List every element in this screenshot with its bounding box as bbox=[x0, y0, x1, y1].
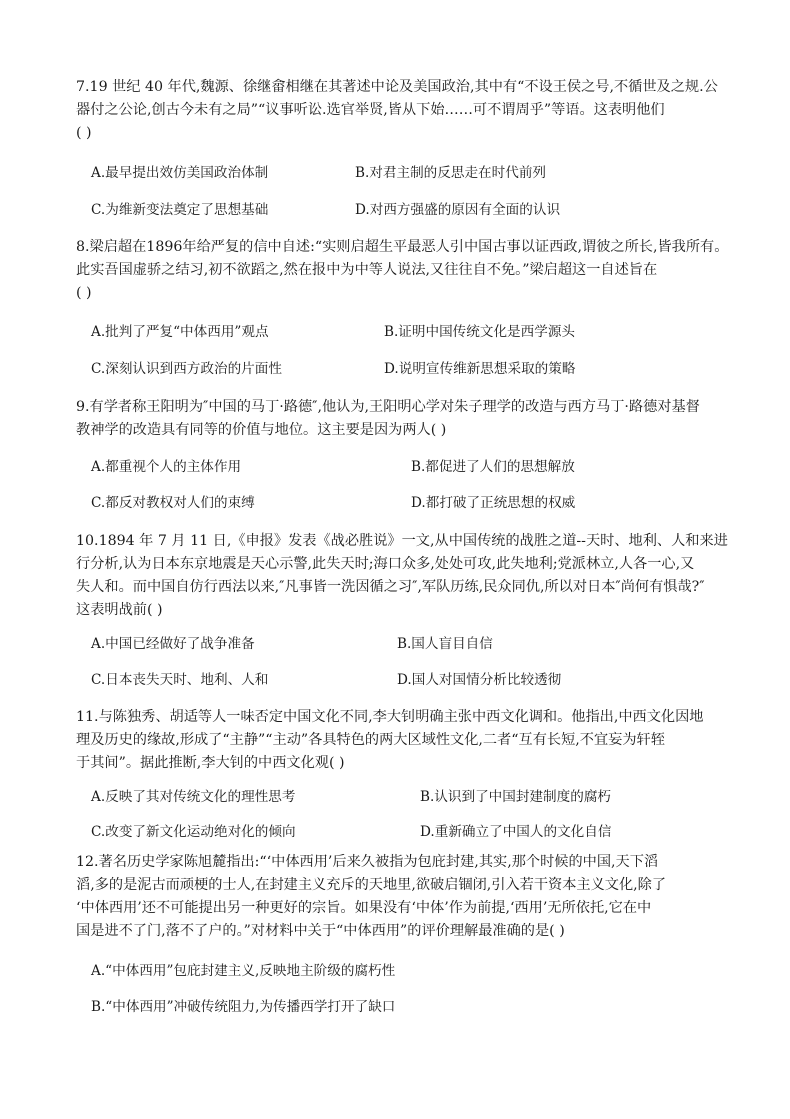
question-10-line-3: 失人和。而中国自仿行西法以来,″凡事皆一洗因循之习″,军队历练,民众同仇,所以对日本″尚何有惧哉?″ bbox=[76, 579, 705, 595]
question-12-line-1: 12.著名历史学家陈旭麓指出:“‘中体西用’后来久被指为包庇封建,其实,那个时候的中国,天下滔 bbox=[76, 854, 659, 870]
question-10-option-c[interactable]: C.日本丧失天时、地利、人和 bbox=[91, 672, 269, 688]
question-7-option-c[interactable]: C.为维新变法奠定了思想基础 bbox=[91, 202, 269, 218]
question-9-option-a[interactable]: A.都重视个人的主体作用 bbox=[91, 459, 242, 475]
question-7-option-a[interactable]: A.最早提出效仿美国政治体制 bbox=[91, 165, 269, 181]
question-8 bbox=[76, 236, 728, 305]
question-9-line-1: 9.有学者称王阳明为″中国的马丁·路德″,他认为,王阳明心学对朱子理学的改造与西方马丁·路德对基督 bbox=[76, 399, 700, 415]
question-9-option-b[interactable]: B.都促进了人们的思想解放 bbox=[411, 459, 575, 475]
question-9-line-2: 教神学的改造具有同等的价值与地位。这主要是因为两人( ) bbox=[76, 422, 447, 438]
question-10-option-a[interactable]: A.中国已经做好了战争准备 bbox=[91, 636, 255, 652]
question-10 bbox=[76, 530, 728, 622]
question-7-option-b[interactable]: B.对君主制的反思走在时代前列 bbox=[355, 165, 547, 181]
question-11-line-1: 11.与陈独秀、胡适等人一味否定中国文化不同,李大钊明确主张中西文化调和。他指出,中西文化因地 bbox=[76, 709, 704, 725]
question-10-option-b[interactable]: B.国人盲目自信 bbox=[397, 636, 493, 652]
question-11-line-2: 理及历史的缘故,形成了“主静”“主动”各具特色的两大区域性文化,二者“互有长短,不宜妄为轩轾 bbox=[76, 732, 665, 748]
question-8-option-d[interactable]: D.说明宣传维新思想采取的策略 bbox=[384, 361, 576, 377]
question-8-line-3: ( ) bbox=[76, 285, 92, 301]
question-7-option-d[interactable]: D.对西方强盛的原因有全面的认识 bbox=[355, 202, 561, 218]
question-11 bbox=[76, 706, 728, 775]
question-10-option-d[interactable]: D.国人对国情分析比较透彻 bbox=[397, 672, 562, 688]
question-7-line-3: ( ) bbox=[76, 125, 92, 141]
question-12-line-2: 滔,多的是泥古而顽梗的士人,在封建主义充斥的天地里,欲破启锢闭,引入若干资本主义文化,除了 bbox=[76, 877, 667, 893]
question-12-option-b[interactable]: B.“中体西用”冲破传统阻力,为传播西学打开了缺口 bbox=[91, 999, 396, 1015]
question-12-line-4: 国是进不了门,落不了户的。”对材料中关于“中体西用”的评价理解最准确的是( ) bbox=[76, 923, 565, 939]
question-9-option-d[interactable]: D.都打破了正统思想的权威 bbox=[411, 495, 576, 511]
question-11-option-a[interactable]: A.反映了其对传统文化的理性思考 bbox=[91, 789, 296, 805]
question-7-line-2: 器付之公论,创古今未有之局”“议事听讼.选官举贤,皆从下始……可不谓周乎”等语。这表明他们 bbox=[76, 102, 665, 118]
question-8-option-a[interactable]: A.批判了严复“中体西用”观点 bbox=[91, 324, 269, 340]
question-11-option-d[interactable]: D.重新确立了中国人的文化自信 bbox=[420, 824, 612, 840]
question-10-line-4: 这表明战前( ) bbox=[76, 602, 163, 618]
question-11-line-3: 于其间”。据此推断,李大钊的中西文化观( ) bbox=[76, 755, 345, 771]
question-8-option-b[interactable]: B.证明中国传统文化是西学源头 bbox=[384, 324, 576, 340]
question-12-line-3: ‘中体西用’还不可能提出另一种更好的宗旨。如果没有‘中体’作为前提,‘西用’无所依托,它在中 bbox=[76, 900, 652, 916]
question-10-line-1: 10.1894 年 7 月 11 日,《申报》发表《战必胜说》一文,从中国传统的战胜之道--天时、地利、人和来进 bbox=[76, 533, 728, 549]
question-8-line-1: 8.梁启超在1896年给严复的信中自述:“实则启超生平最恶人引中国古事以证西政,谓彼之所长,皆我所有。 bbox=[76, 239, 729, 255]
question-10-line-2: 行分析,认为日本东京地震是天心示警,此失天时;海口众多,处处可攻,此失地利;党派林立,人各一心,又 bbox=[76, 556, 695, 572]
question-7 bbox=[76, 76, 728, 145]
question-9-option-c[interactable]: C.都反对教权对人们的束缚 bbox=[91, 495, 255, 511]
question-7-line-1: 7.19 世纪 40 年代,魏源、徐继畲相继在其著述中论及美国政治,其中有“不设王侯之号,不循世及之规.公 bbox=[76, 79, 718, 95]
question-11-option-c[interactable]: C.改变了新文化运动绝对化的倾向 bbox=[91, 824, 296, 840]
question-9 bbox=[76, 396, 728, 442]
question-12 bbox=[76, 851, 728, 943]
question-11-option-b[interactable]: B.认识到了中国封建制度的腐朽 bbox=[420, 789, 612, 805]
question-8-line-2: 此实吾国虚骄之结习,初不欲蹈之,然在报中为中等人说法,又往往自不免。”梁启超这一自述旨在 bbox=[76, 262, 658, 278]
question-8-option-c[interactable]: C.深刻认识到西方政治的片面性 bbox=[91, 361, 282, 377]
question-12-option-a[interactable]: A.“中体西用”包庇封建主义,反映地主阶级的腐朽性 bbox=[91, 963, 396, 979]
